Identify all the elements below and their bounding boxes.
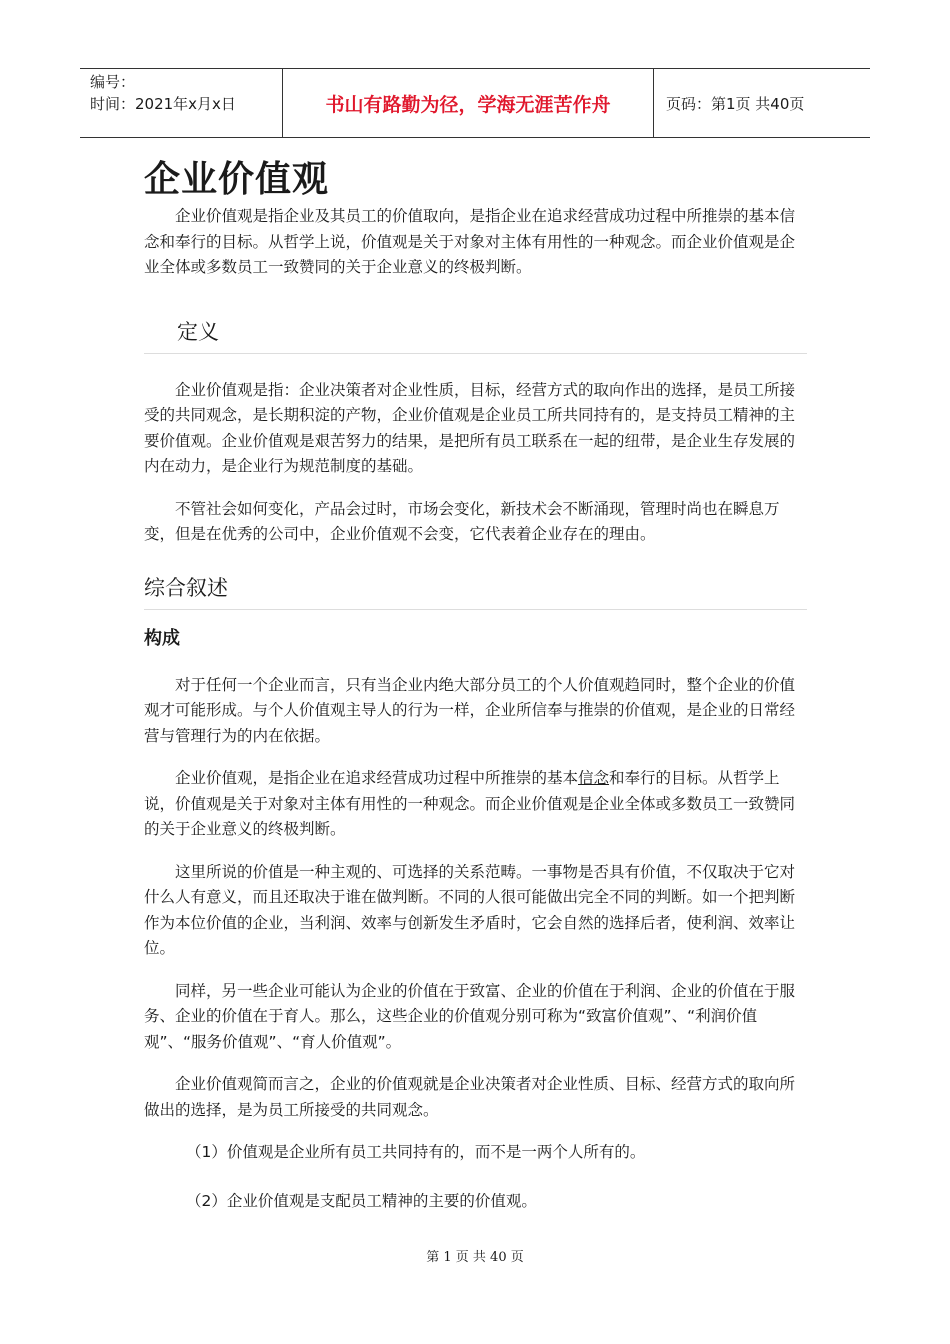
paragraph-text: 企业价值观，是指企业在追求经营成功过程中所推崇的基本: [175, 769, 579, 787]
paragraph-text: 和奉行的目标。从哲学上说，价值观是关于对象对主体有用性的一种观念。而企业价值观是企业全体或多数员工一致赞同的关于企业意义的终极判断。: [144, 769, 796, 838]
definition-heading: 定义: [144, 316, 807, 354]
overview-heading: 综合叙述: [144, 572, 807, 610]
list-item: （2）企业价值观是支配员工精神的主要的价值观。: [186, 1191, 537, 1210]
belief-link[interactable]: 信念: [578, 769, 610, 787]
composition-paragraph-1: 对于任何一个企业而言，只有当企业内绝大部分员工的个人价值观趋同时，整个企业的价值观才可能形成。与个人价值观主导人的行为一样，企业所信奉与推崇的价值观，是企业的日常经营与管理行为的内在依据。: [144, 675, 796, 745]
definition-paragraph-2: 不管社会如何变化，产品会过时，市场会变化，新技术会不断涌现，管理时尚也在瞬息万变，但是在优秀的公司中，企业价值观不会变，它代表着企业存在的理由。: [144, 499, 780, 543]
document-header: [80, 68, 870, 138]
page-footer: 第 1 页 共 40 页: [426, 1250, 524, 1265]
composition-paragraph-2: [144, 766, 807, 843]
document-body: [144, 156, 807, 1237]
page-title: 企业价值观: [144, 159, 330, 200]
composition-paragraph-3: 这里所说的价值是一种主观的、可选择的关系范畴。一事物是否具有价值，不仅取决于它对什么人有意义，而且还取决于谁在做判断。不同的人很可能做出完全不同的判断。如一个把判断作为本位价值的企业，当利润、效率与创新发生矛盾时，它会自然的选择后者，使利润、效率让位。: [144, 862, 796, 957]
intro-paragraph: 企业价值观是指企业及其员工的价值取向，是指企业在追求经营成功过程中所推崇的基本信念和奉行的目标。从哲学上说，价值观是关于对象对主体有用性的一种观念。而企业价值观是企业全体或多数员工一致赞同的关于企业意义的终极判断。: [144, 207, 796, 276]
header-motto: 书山有路勤为径，学海无涯苦作舟: [282, 69, 654, 137]
doc-number-label: 编号：: [90, 73, 136, 91]
doc-time-label: 时间：2021年x月x日: [90, 95, 236, 113]
header-page-info: 页码：第1页 共40页: [666, 94, 805, 113]
composition-paragraph-5: 企业价值观简而言之，企业的价值观就是企业决策者对企业性质、目标、经营方式的取向所做出的选择，是为员工所接受的共同观念。: [144, 1075, 796, 1119]
header-meta-cell: [80, 69, 282, 137]
list-item: （1）价值观是企业所有员工共同持有的，而不是一两个人所有的。: [186, 1143, 646, 1161]
composition-subheading: 构成: [144, 627, 180, 649]
definition-paragraph-1: 企业价值观是指：企业决策者对企业性质，目标，经营方式的取向作出的选择，是员工所接受的共同观念，是长期积淀的产物，企业价值观是企业员工所共同持有的，是支持员工精神的主要价值观。企业价值观是艰苦努力的结果，是把所有员工联系在一起的纽带，是企业生存发展的内在动力，是企业行为规范制度的基础。: [144, 380, 796, 475]
composition-paragraph-4: 同样，另一些企业可能认为企业的价值在于致富、企业的价值在于利润、企业的价值在于服务、企业的价值在于育人。那么，这些企业的价值观分别可称为“致富价值观”、“利润价值观”、“服务价值观”、“育人价值观”。: [144, 981, 796, 1051]
